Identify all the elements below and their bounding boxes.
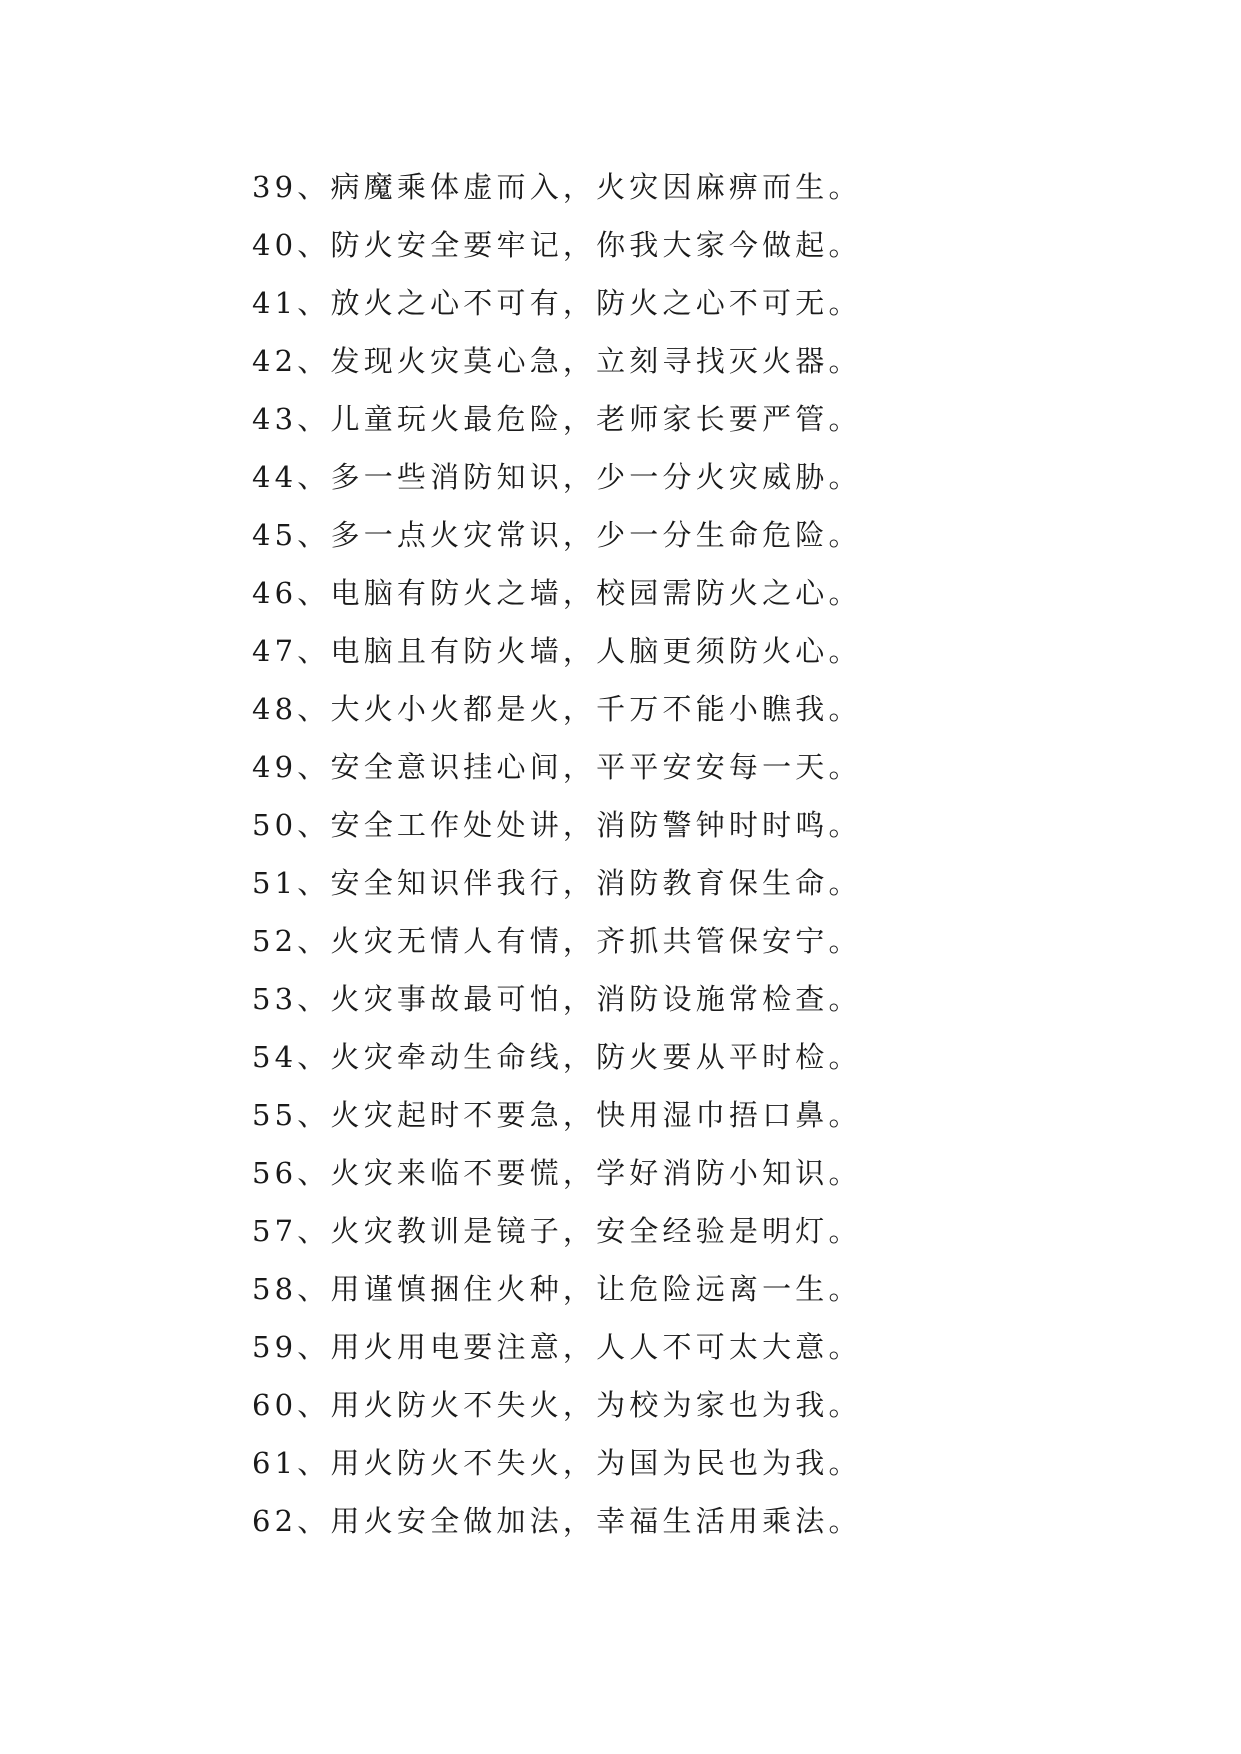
- slogan-line: 43、儿童玩火最危险，老师家长要严管。: [252, 402, 862, 436]
- slogan-line: 59、用火用电要注意，人人不可太大意。: [252, 1330, 862, 1364]
- slogan-line: 55、火灾起时不要急，快用湿巾捂口鼻。: [252, 1098, 862, 1132]
- slogan-line: 42、发现火灾莫心急，立刻寻找灭火器。: [252, 344, 862, 378]
- slogan-line: 52、火灾无情人有情，齐抓共管保安宁。: [252, 924, 862, 958]
- slogan-line: 54、火灾牵动生命线，防火要从平时检。: [252, 1040, 862, 1074]
- slogan-list: [252, 158, 862, 1550]
- slogan-line: 53、火灾事故最可怕，消防设施常检查。: [252, 982, 862, 1016]
- slogan-line: 40、防火安全要牢记，你我大家今做起。: [252, 228, 862, 262]
- slogan-line: 46、电脑有防火之墙，校园需防火之心。: [252, 576, 862, 610]
- slogan-line: 48、大火小火都是火，千万不能小瞧我。: [252, 692, 862, 726]
- slogan-line: 49、安全意识挂心间，平平安安每一天。: [252, 750, 862, 784]
- slogan-line: 45、多一点火灾常识，少一分生命危险。: [252, 518, 862, 552]
- slogan-line: 51、安全知识伴我行，消防教育保生命。: [252, 866, 862, 900]
- slogan-line: 61、用火防火不失火，为国为民也为我。: [252, 1446, 862, 1480]
- slogan-line: 56、火灾来临不要慌，学好消防小知识。: [252, 1156, 862, 1190]
- slogan-line: 47、电脑且有防火墙，人脑更须防火心。: [252, 634, 862, 668]
- slogan-line: 62、用火安全做加法，幸福生活用乘法。: [252, 1504, 862, 1538]
- slogan-line: 44、多一些消防知识，少一分火灾威胁。: [252, 460, 862, 494]
- slogan-line: 58、用谨慎捆住火种，让危险远离一生。: [252, 1272, 862, 1306]
- slogan-line: 50、安全工作处处讲，消防警钟时时鸣。: [252, 808, 862, 842]
- slogan-line: 41、放火之心不可有，防火之心不可无。: [252, 286, 862, 320]
- slogan-line: 60、用火防火不失火，为校为家也为我。: [252, 1388, 862, 1422]
- slogan-line: 57、火灾教训是镜子，安全经验是明灯。: [252, 1214, 862, 1248]
- slogan-line: 39、病魔乘体虚而入，火灾因麻痹而生。: [252, 170, 862, 204]
